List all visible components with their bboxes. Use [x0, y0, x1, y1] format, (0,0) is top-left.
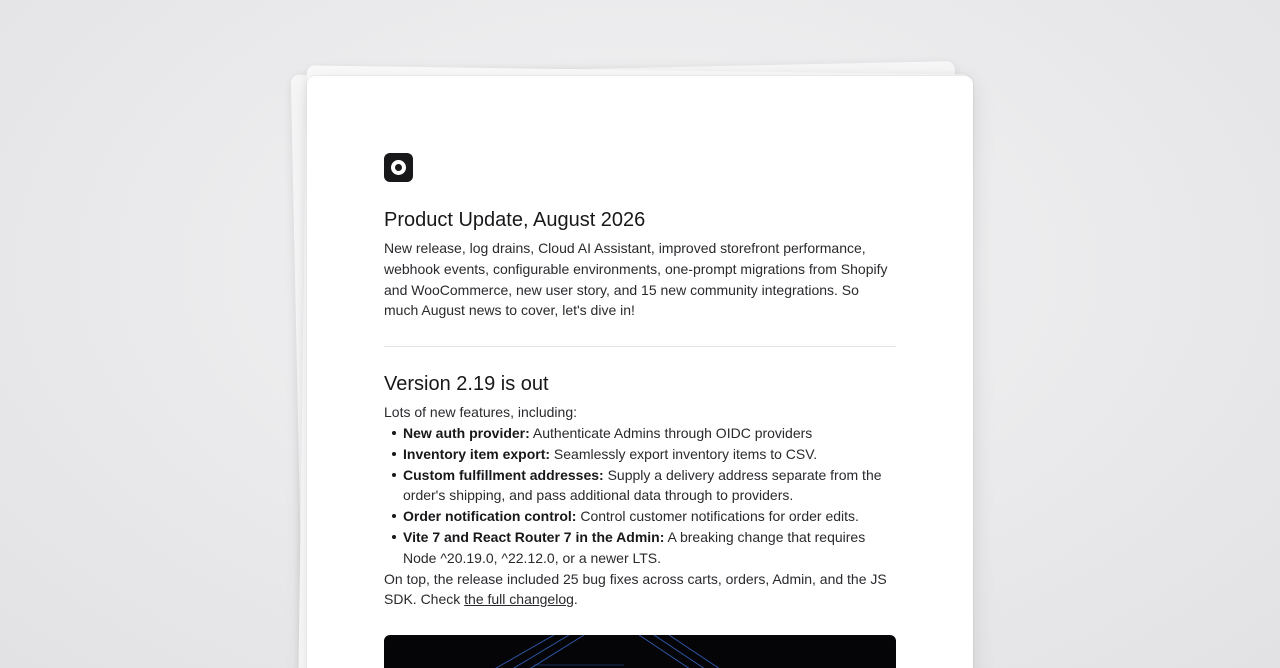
section-divider — [384, 346, 896, 347]
feature-name: Order notification control: — [403, 508, 577, 525]
list-item — [384, 506, 896, 527]
banner-graphic — [384, 635, 896, 668]
feature-name: New auth provider: — [403, 424, 530, 441]
feature-name: Inventory item export: — [403, 445, 551, 462]
outro-end: . — [573, 591, 578, 608]
feature-desc: Supply a delivery address separate from the order's shipping, and pass additional data through to providers. — [403, 466, 882, 504]
release-lead: Lots of new features, including: — [384, 404, 578, 421]
feature-desc: Seamlessly export inventory items to CSV. — [550, 445, 818, 462]
list-item — [384, 527, 896, 569]
newsletter-content — [384, 153, 896, 668]
list-item — [384, 423, 896, 444]
outro-text: On top, the release included 25 bug fixes across carts, orders, Admin, and the JS SDK. Check — [384, 570, 887, 608]
release-outro — [384, 569, 896, 611]
newsletter-intro: New release, log drains, Cloud AI Assistant, improved storefront performance, webhook events, configurable environments, one-prompt migrations from Shopify and WooCommerce, new user story, and 15 new community integrations. So much August news to cover, let's dive in! — [384, 240, 888, 319]
feature-desc: A breaking change that requires Node ^20.19.0, ^22.12.0, or a newer LTS. — [403, 528, 866, 566]
brand-logo-icon — [384, 153, 413, 182]
feature-name: Vite 7 and React Router 7 in the Admin: — [403, 528, 665, 545]
list-item — [384, 465, 896, 507]
feature-name: Custom fulfillment addresses: — [403, 466, 604, 483]
list-item — [384, 444, 896, 465]
feature-list — [384, 423, 896, 569]
release-heading: Version 2.19 is out — [384, 373, 549, 396]
feature-desc: Control customer notifications for order edits. — [576, 508, 859, 525]
newsletter-page — [307, 76, 973, 668]
changelog-link[interactable]: the full changelog — [464, 591, 574, 608]
release-banner-image — [384, 635, 896, 668]
feature-desc: Authenticate Admins through OIDC providers — [529, 424, 813, 441]
newsletter-title: Product Update, August 2026 — [384, 209, 646, 231]
